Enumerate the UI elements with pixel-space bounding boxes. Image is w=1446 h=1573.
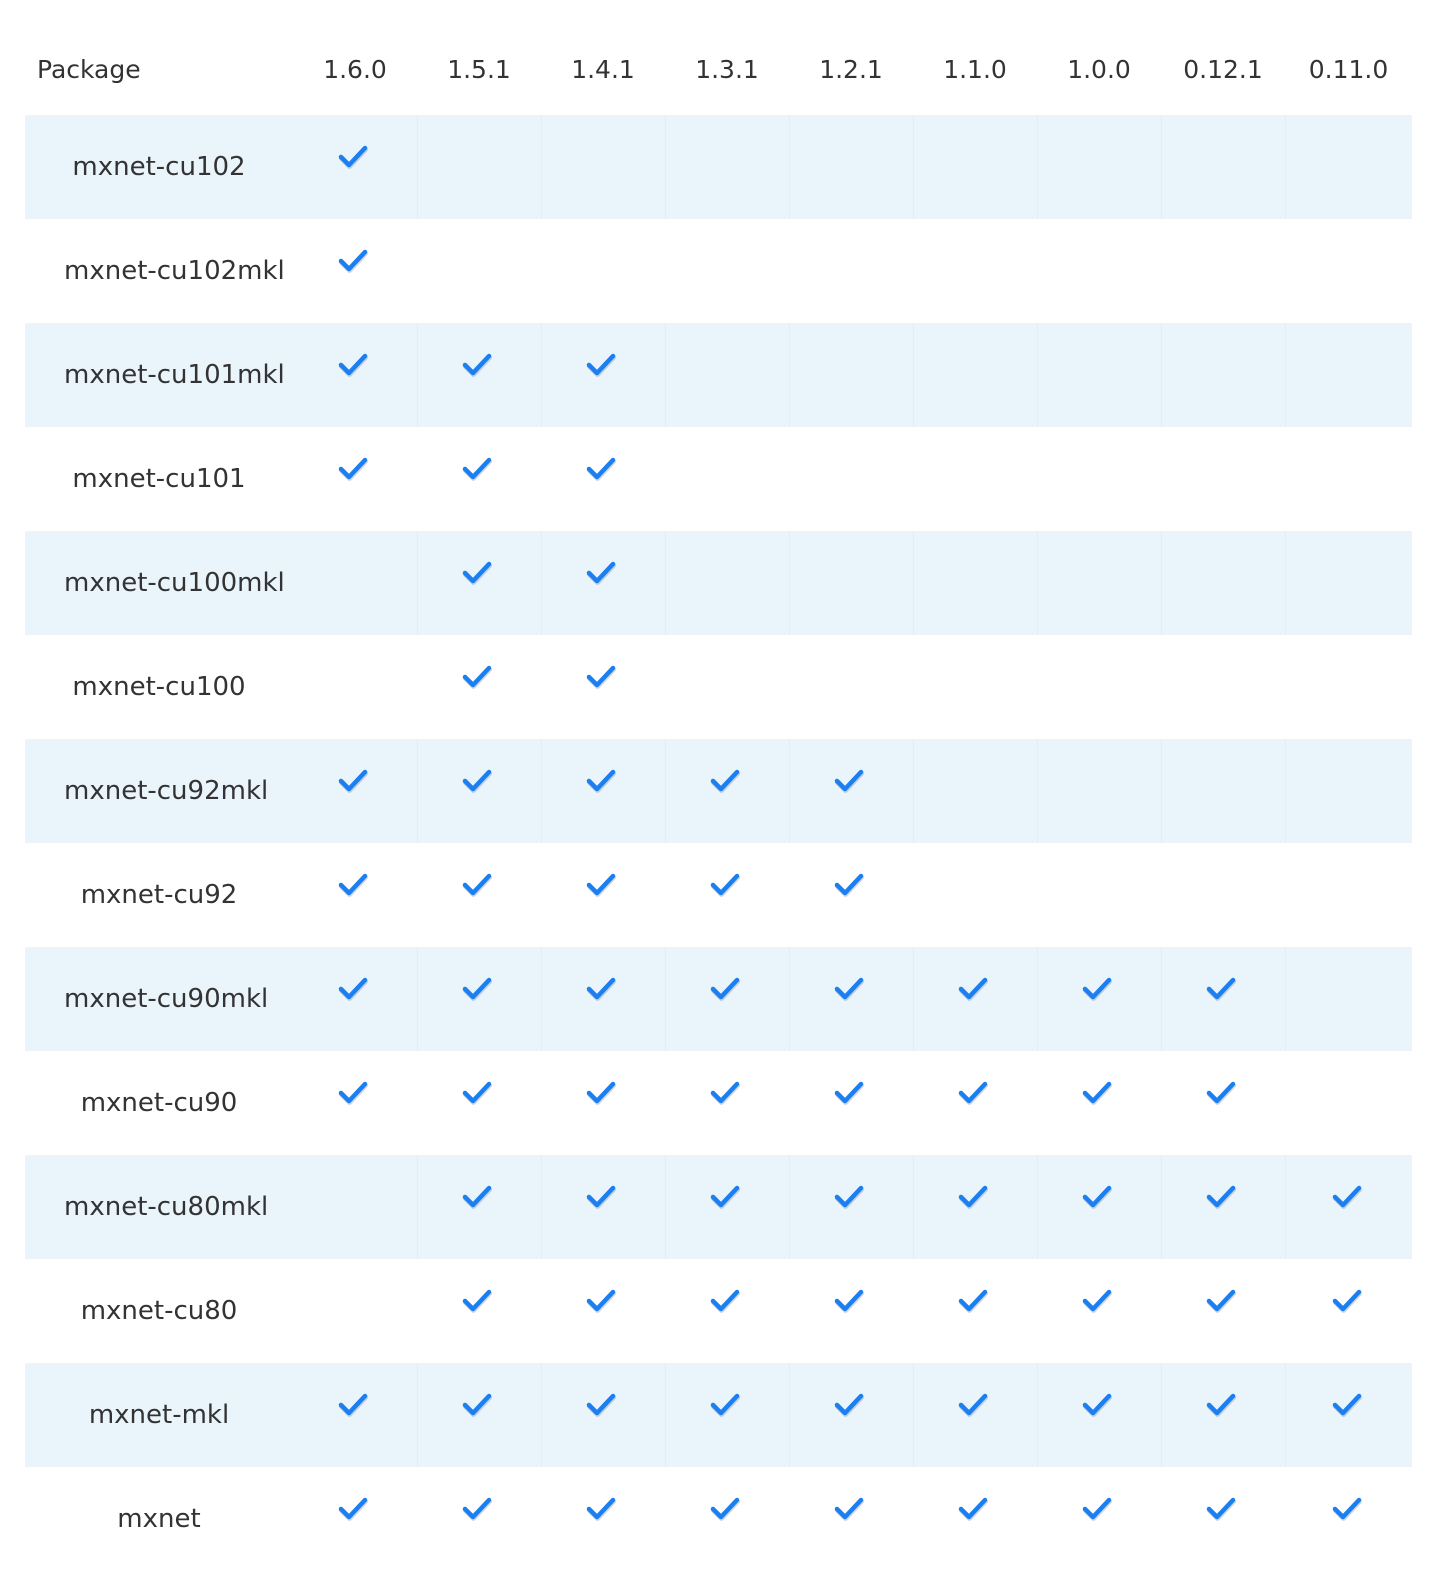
- version-support-cell: [293, 323, 417, 427]
- table-row: [25, 1363, 1412, 1467]
- version-support-cell: [417, 1363, 541, 1467]
- check-icon: [956, 1387, 990, 1421]
- check-icon: [832, 1491, 866, 1525]
- version-support-cell: [1037, 427, 1161, 531]
- check-icon: [1204, 1075, 1238, 1109]
- check-icon: [336, 243, 370, 277]
- check-icon: [336, 1491, 370, 1525]
- package-cell: [25, 1051, 293, 1155]
- check-icon: [584, 867, 618, 901]
- check-icon: [584, 555, 618, 589]
- check-icon: [584, 971, 618, 1005]
- check-icon: [708, 1387, 742, 1421]
- package-name: mxnet-mkl: [88, 1400, 230, 1430]
- version-support-cell: [1285, 635, 1412, 739]
- version-support-cell: [1037, 323, 1161, 427]
- version-support-cell: [913, 843, 1037, 947]
- package-name: mxnet-cu90: [80, 1088, 238, 1118]
- version-support-cell: [789, 739, 913, 843]
- package-name: mxnet-cu102: [72, 152, 246, 182]
- check-icon: [708, 1179, 742, 1213]
- version-support-cell: [789, 115, 913, 219]
- version-support-cell: [293, 1155, 417, 1259]
- version-support-cell: [293, 1051, 417, 1155]
- version-support-cell: [789, 635, 913, 739]
- version-support-cell: [417, 1467, 541, 1571]
- version-support-cell: [913, 1051, 1037, 1155]
- version-support-cell: [1285, 1363, 1412, 1467]
- version-support-cell: [541, 531, 665, 635]
- check-icon: [708, 763, 742, 797]
- check-icon: [460, 763, 494, 797]
- check-icon: [460, 867, 494, 901]
- version-support-cell: [541, 843, 665, 947]
- package-column-header: Package: [37, 54, 141, 84]
- version-support-cell: [1037, 1467, 1161, 1571]
- check-icon: [1204, 1283, 1238, 1317]
- table-row: [25, 531, 1412, 635]
- version-support-cell: [1285, 843, 1412, 947]
- check-icon: [460, 1387, 494, 1421]
- version-column-header: 1.6.0: [323, 54, 387, 84]
- version-support-cell: [665, 531, 789, 635]
- check-icon: [832, 1387, 866, 1421]
- check-icon: [1080, 1491, 1114, 1525]
- version-support-cell: [1161, 115, 1285, 219]
- version-support-cell: [913, 1363, 1037, 1467]
- version-support-cell: [417, 635, 541, 739]
- version-support-cell: [913, 219, 1037, 323]
- version-support-cell: [1037, 635, 1161, 739]
- package-cell: [25, 1259, 293, 1363]
- check-icon: [956, 1283, 990, 1317]
- package-name: mxnet-cu92: [80, 880, 238, 910]
- table-row: [25, 219, 1412, 323]
- version-support-cell: [293, 635, 417, 739]
- table-row: [25, 1467, 1412, 1571]
- package-name: mxnet-cu100: [72, 672, 246, 702]
- version-support-cell: [665, 1051, 789, 1155]
- check-icon: [1080, 1179, 1114, 1213]
- version-support-cell: [1285, 323, 1412, 427]
- table-row: [25, 323, 1412, 427]
- version-support-cell: [417, 1259, 541, 1363]
- version-support-cell: [665, 1467, 789, 1571]
- version-support-cell: [1285, 1467, 1412, 1571]
- version-support-cell: [1037, 1155, 1161, 1259]
- check-icon: [460, 451, 494, 485]
- version-column-header: 1.4.1: [571, 54, 635, 84]
- version-support-cell: [1037, 531, 1161, 635]
- check-icon: [832, 763, 866, 797]
- version-support-cell: [1161, 635, 1285, 739]
- version-support-cell: [1161, 947, 1285, 1051]
- table-row: [25, 843, 1412, 947]
- version-column-header: 1.2.1: [819, 54, 883, 84]
- version-support-cell: [293, 947, 417, 1051]
- version-support-cell: [665, 635, 789, 739]
- version-support-cell: [417, 219, 541, 323]
- version-support-cell: [541, 1155, 665, 1259]
- version-support-cell: [1161, 323, 1285, 427]
- table-row: [25, 1051, 1412, 1155]
- version-support-cell: [665, 1363, 789, 1467]
- version-support-cell: [417, 531, 541, 635]
- version-support-cell: [541, 1051, 665, 1155]
- version-support-cell: [1161, 1467, 1285, 1571]
- version-support-cell: [1285, 947, 1412, 1051]
- table-row: [25, 739, 1412, 843]
- compatibility-table-container: [25, 23, 1412, 1571]
- check-icon: [1080, 1283, 1114, 1317]
- check-icon: [336, 867, 370, 901]
- version-support-cell: [789, 1155, 913, 1259]
- table-row: [25, 635, 1412, 739]
- package-cell: [25, 531, 293, 635]
- version-support-cell: [913, 947, 1037, 1051]
- version-support-cell: [789, 1259, 913, 1363]
- package-cell: [25, 219, 293, 323]
- version-support-cell: [789, 843, 913, 947]
- check-icon: [832, 1075, 866, 1109]
- version-support-cell: [417, 739, 541, 843]
- version-support-cell: [913, 739, 1037, 843]
- version-support-cell: [417, 115, 541, 219]
- package-version-compatibility-table: [25, 23, 1412, 1571]
- check-icon: [460, 347, 494, 381]
- check-icon: [708, 1283, 742, 1317]
- check-icon: [584, 1075, 618, 1109]
- version-support-cell: [293, 1363, 417, 1467]
- package-cell: [25, 947, 293, 1051]
- check-icon: [584, 1283, 618, 1317]
- version-column-header: 1.0.0: [1067, 54, 1131, 84]
- check-icon: [1204, 971, 1238, 1005]
- check-icon: [336, 1075, 370, 1109]
- version-support-cell: [665, 323, 789, 427]
- version-support-cell: [541, 219, 665, 323]
- check-icon: [708, 971, 742, 1005]
- check-icon: [460, 1283, 494, 1317]
- check-icon: [584, 451, 618, 485]
- package-cell: [25, 635, 293, 739]
- table-row: [25, 1259, 1412, 1363]
- version-support-cell: [1037, 1363, 1161, 1467]
- version-support-cell: [665, 947, 789, 1051]
- version-support-cell: [1161, 739, 1285, 843]
- check-icon: [336, 139, 370, 173]
- version-support-cell: [789, 531, 913, 635]
- version-support-cell: [541, 1259, 665, 1363]
- version-support-cell: [1285, 1051, 1412, 1155]
- check-icon: [708, 1075, 742, 1109]
- version-support-cell: [417, 323, 541, 427]
- check-icon: [1330, 1179, 1364, 1213]
- version-support-cell: [293, 843, 417, 947]
- table-row: [25, 1155, 1412, 1259]
- package-name: mxnet-cu90mkl: [64, 984, 269, 1014]
- package-cell: [25, 323, 293, 427]
- version-support-cell: [789, 1363, 913, 1467]
- table-row: [25, 947, 1412, 1051]
- version-support-cell: [417, 427, 541, 531]
- package-cell: [25, 427, 293, 531]
- table-body: [25, 115, 1412, 1571]
- check-icon: [956, 1075, 990, 1109]
- package-name: mxnet-cu80mkl: [64, 1192, 269, 1222]
- version-column-header: 0.11.0: [1308, 54, 1389, 84]
- version-support-cell: [1285, 1155, 1412, 1259]
- package-name: mxnet: [117, 1504, 201, 1534]
- check-icon: [708, 867, 742, 901]
- check-icon: [336, 763, 370, 797]
- version-support-cell: [913, 323, 1037, 427]
- version-support-cell: [1161, 843, 1285, 947]
- check-icon: [336, 451, 370, 485]
- version-support-cell: [541, 635, 665, 739]
- version-support-cell: [1161, 1363, 1285, 1467]
- version-support-cell: [913, 1259, 1037, 1363]
- check-icon: [336, 971, 370, 1005]
- table-row: [25, 427, 1412, 531]
- version-support-cell: [1037, 115, 1161, 219]
- version-support-cell: [1037, 843, 1161, 947]
- version-support-cell: [1285, 427, 1412, 531]
- check-icon: [460, 1179, 494, 1213]
- version-support-cell: [293, 115, 417, 219]
- version-support-cell: [1285, 219, 1412, 323]
- package-name: mxnet-cu101: [72, 464, 246, 494]
- check-icon: [956, 1491, 990, 1525]
- version-support-cell: [665, 739, 789, 843]
- version-support-cell: [1285, 531, 1412, 635]
- version-support-cell: [1161, 1155, 1285, 1259]
- version-column-header: 1.1.0: [943, 54, 1007, 84]
- version-support-cell: [1161, 427, 1285, 531]
- version-support-cell: [1037, 739, 1161, 843]
- version-support-cell: [665, 843, 789, 947]
- check-icon: [1080, 971, 1114, 1005]
- version-support-cell: [541, 323, 665, 427]
- version-support-cell: [417, 1051, 541, 1155]
- check-icon: [336, 347, 370, 381]
- check-icon: [832, 867, 866, 901]
- check-icon: [584, 659, 618, 693]
- version-support-cell: [789, 947, 913, 1051]
- version-support-cell: [665, 219, 789, 323]
- version-support-cell: [913, 427, 1037, 531]
- version-support-cell: [1037, 219, 1161, 323]
- table-header-row: [25, 23, 1412, 115]
- package-name: mxnet-cu100mkl: [64, 568, 285, 598]
- version-support-cell: [1161, 531, 1285, 635]
- version-support-cell: [1285, 1259, 1412, 1363]
- version-support-cell: [789, 219, 913, 323]
- version-support-cell: [665, 1155, 789, 1259]
- check-icon: [460, 1491, 494, 1525]
- check-icon: [584, 763, 618, 797]
- version-support-cell: [1161, 1051, 1285, 1155]
- check-icon: [584, 1179, 618, 1213]
- check-icon: [1330, 1491, 1364, 1525]
- package-cell: [25, 115, 293, 219]
- version-support-cell: [541, 739, 665, 843]
- version-support-cell: [913, 635, 1037, 739]
- version-column-header: 0.12.1: [1183, 54, 1263, 84]
- version-support-cell: [913, 1155, 1037, 1259]
- version-support-cell: [1037, 947, 1161, 1051]
- check-icon: [460, 1075, 494, 1109]
- version-support-cell: [665, 1259, 789, 1363]
- check-icon: [460, 659, 494, 693]
- check-icon: [336, 1387, 370, 1421]
- package-cell: [25, 1155, 293, 1259]
- version-support-cell: [541, 947, 665, 1051]
- package-name: mxnet-cu101mkl: [64, 360, 285, 390]
- check-icon: [460, 555, 494, 589]
- check-icon: [708, 1491, 742, 1525]
- check-icon: [584, 1387, 618, 1421]
- version-support-cell: [541, 1363, 665, 1467]
- version-support-cell: [789, 323, 913, 427]
- version-support-cell: [1285, 739, 1412, 843]
- package-cell: [25, 739, 293, 843]
- package-cell: [25, 1363, 293, 1467]
- version-support-cell: [789, 427, 913, 531]
- version-support-cell: [665, 115, 789, 219]
- package-cell: [25, 1467, 293, 1571]
- version-support-cell: [1037, 1051, 1161, 1155]
- package-cell: [25, 843, 293, 947]
- version-support-cell: [913, 1467, 1037, 1571]
- version-column-header: 1.3.1: [695, 54, 759, 84]
- check-icon: [1204, 1387, 1238, 1421]
- version-support-cell: [417, 1155, 541, 1259]
- version-support-cell: [417, 947, 541, 1051]
- version-support-cell: [417, 843, 541, 947]
- version-support-cell: [541, 1467, 665, 1571]
- check-icon: [956, 971, 990, 1005]
- check-icon: [1330, 1387, 1364, 1421]
- version-support-cell: [1161, 1259, 1285, 1363]
- check-icon: [832, 971, 866, 1005]
- check-icon: [832, 1179, 866, 1213]
- version-support-cell: [293, 427, 417, 531]
- check-icon: [1204, 1491, 1238, 1525]
- version-support-cell: [1037, 1259, 1161, 1363]
- check-icon: [956, 1179, 990, 1213]
- version-support-cell: [541, 115, 665, 219]
- version-support-cell: [293, 1259, 417, 1363]
- check-icon: [460, 971, 494, 1005]
- version-support-cell: [789, 1051, 913, 1155]
- version-column-header: 1.5.1: [447, 54, 511, 84]
- check-icon: [1080, 1075, 1114, 1109]
- version-support-cell: [293, 1467, 417, 1571]
- version-support-cell: [789, 1467, 913, 1571]
- check-icon: [1204, 1179, 1238, 1213]
- version-support-cell: [1285, 115, 1412, 219]
- check-icon: [1330, 1283, 1364, 1317]
- version-support-cell: [665, 427, 789, 531]
- check-icon: [832, 1283, 866, 1317]
- check-icon: [584, 347, 618, 381]
- check-icon: [1080, 1387, 1114, 1421]
- version-support-cell: [541, 427, 665, 531]
- version-support-cell: [293, 219, 417, 323]
- version-support-cell: [913, 115, 1037, 219]
- version-support-cell: [1161, 219, 1285, 323]
- table-row: [25, 115, 1412, 219]
- version-support-cell: [293, 739, 417, 843]
- package-name: mxnet-cu92mkl: [64, 776, 269, 806]
- package-name: mxnet-cu102mkl: [64, 256, 285, 286]
- package-name: mxnet-cu80: [80, 1296, 238, 1326]
- version-support-cell: [913, 531, 1037, 635]
- check-icon: [584, 1491, 618, 1525]
- version-support-cell: [293, 531, 417, 635]
